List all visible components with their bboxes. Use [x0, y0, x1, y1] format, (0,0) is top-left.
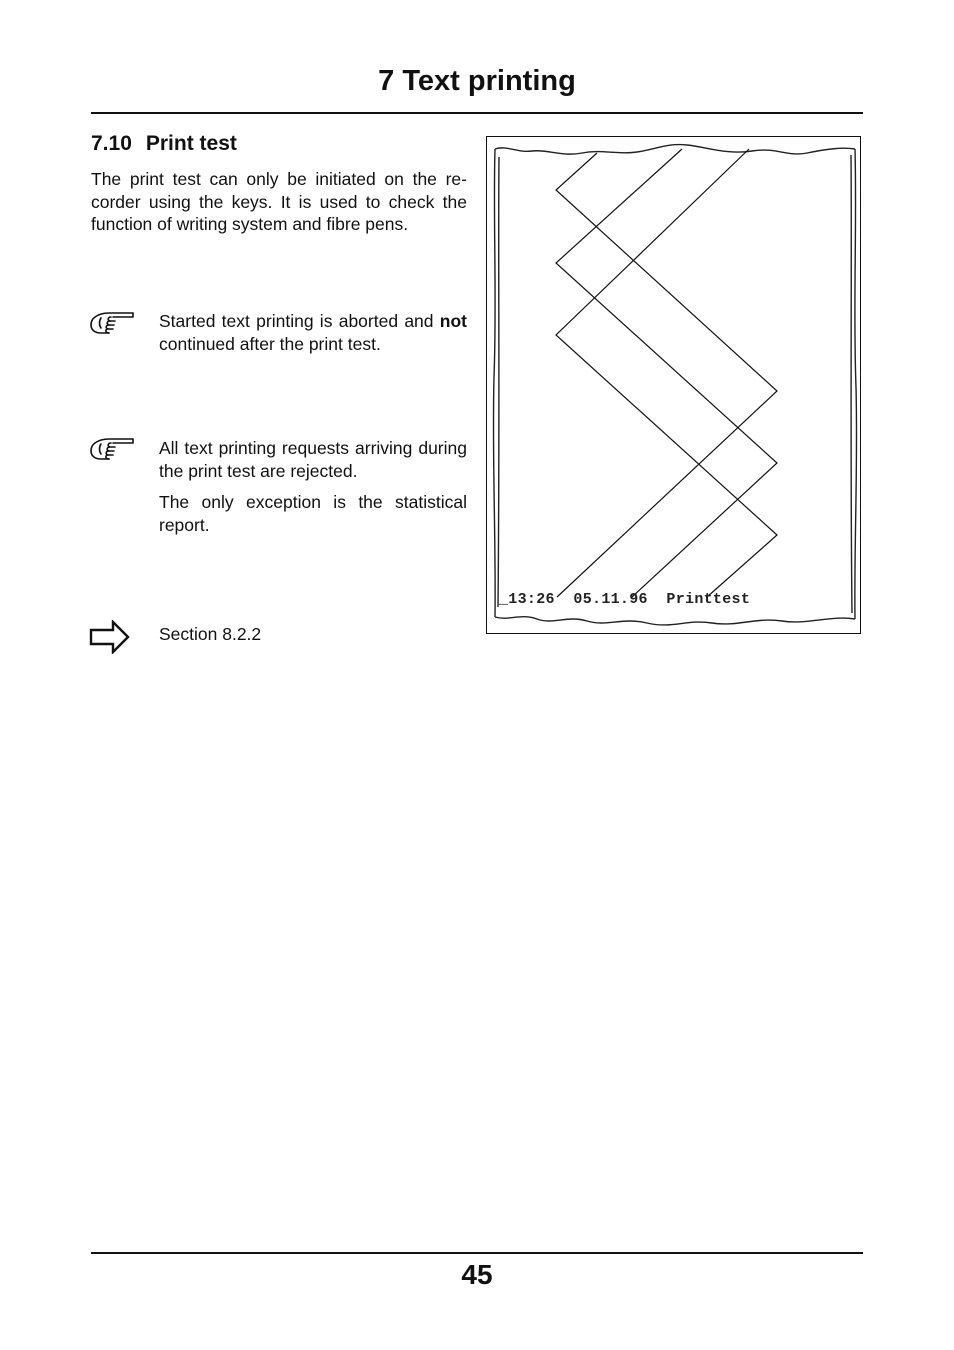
- note-text-part: Started text printing is aborted and: [159, 311, 440, 331]
- footer-rule: [91, 1252, 863, 1254]
- note-aborted-text: [159, 310, 467, 355]
- paper-bottom-edge: [495, 617, 855, 625]
- header-rule: [91, 112, 863, 114]
- paper-top-edge: [495, 145, 855, 155]
- pen-trace-2: [556, 149, 777, 597]
- note-rejected-text: All text printing requests arriving during the print test are rejected.: [159, 438, 467, 481]
- chapter-title: 7 Text printing: [378, 65, 576, 97]
- section-title: Print test: [145, 132, 237, 155]
- right-arrow-icon: [89, 620, 131, 659]
- section-number: 7.10: [91, 132, 132, 155]
- printout-label: _13:26 05.11.96 Printtest: [499, 591, 751, 608]
- printout-figure: [486, 136, 861, 634]
- section-reference[interactable]: Section 8.2.2: [159, 624, 262, 644]
- paper-right-edge: [855, 149, 857, 619]
- paper-right-edge-inner: [851, 155, 852, 613]
- pen-trace-1: [556, 153, 777, 597]
- paper-left-edge: [493, 149, 495, 617]
- pointing-hand-icon: [89, 434, 135, 467]
- note-bold-word: not: [439, 311, 467, 331]
- pen-trace-3: [556, 149, 777, 597]
- pointing-hand-icon: [89, 308, 135, 341]
- page-number: 45: [461, 1259, 493, 1290]
- printout-drawing: [487, 137, 862, 635]
- paper-left-edge-inner: [498, 157, 499, 607]
- intro-paragraph: The print test can only be initiated on the re-corder using the keys. It is used to check the function of writing system and fibre pens.: [91, 169, 467, 234]
- note-exception-text: The only exception is the statistical report.: [159, 492, 467, 535]
- section-heading: [91, 130, 237, 158]
- note-text-part: continued after the print test.: [159, 333, 381, 354]
